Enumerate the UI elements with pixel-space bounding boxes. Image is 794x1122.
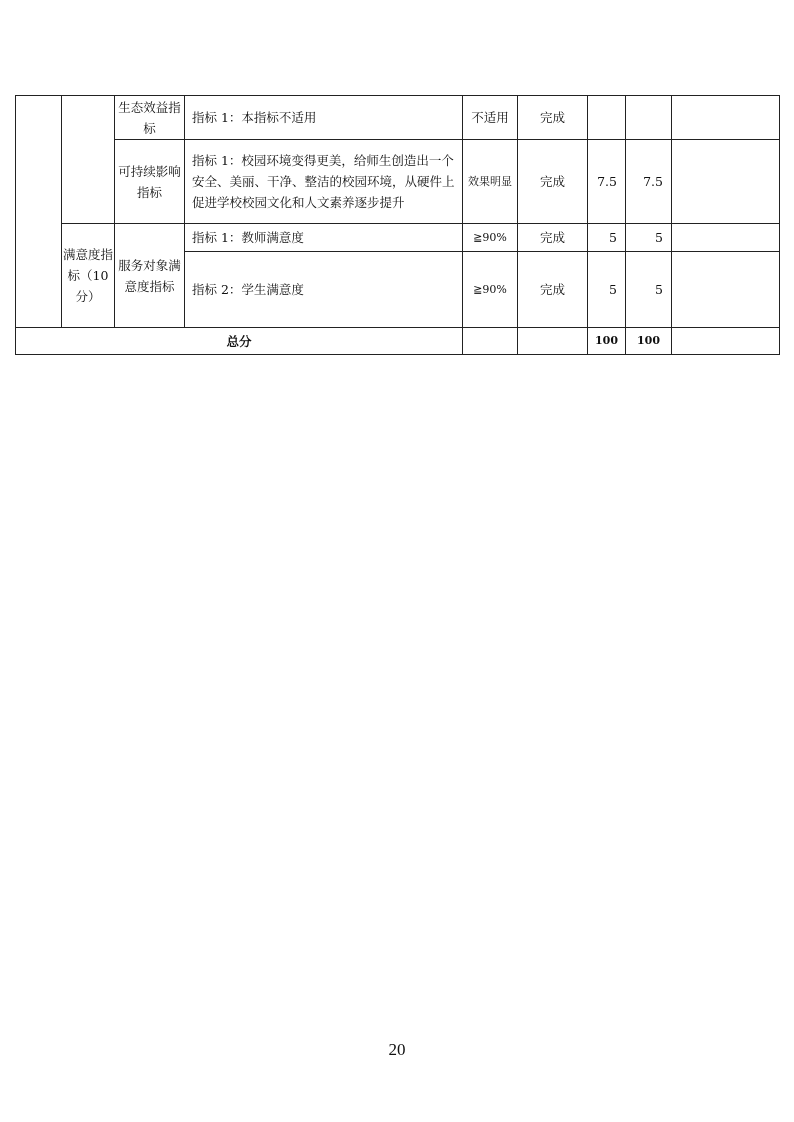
score-cell: 7.5 <box>626 140 672 224</box>
weight-cell: 5 <box>588 224 626 252</box>
actual-cell: 完成 <box>518 96 588 140</box>
remark-cell <box>672 224 780 252</box>
score-cell: 5 <box>626 252 672 328</box>
score-cell: 5 <box>626 224 672 252</box>
subcategory-cell: 服务对象满意度指标 <box>115 224 185 328</box>
actual-cell: 完成 <box>518 224 588 252</box>
actual-cell: 完成 <box>518 252 588 328</box>
total-row <box>16 328 780 355</box>
blank-cell <box>518 328 588 355</box>
remark-cell <box>672 96 780 140</box>
remark-cell <box>672 140 780 224</box>
target-cell: ≧90% <box>463 252 518 328</box>
remark-cell <box>672 328 780 355</box>
indicator-cell: 指标 1：本指标不适用 <box>185 96 463 140</box>
weight-cell: 5 <box>588 252 626 328</box>
table-row <box>16 224 780 252</box>
performance-table <box>15 95 780 355</box>
subcategory-cell: 可持续影响指标 <box>115 140 185 224</box>
remark-cell <box>672 252 780 328</box>
page-number: 20 <box>388 1040 406 1059</box>
indicator-cell: 指标 1：校园环境变得更美，给师生创造出一个安全、美丽、干净、整洁的校园环境，从硬件上促进学校校园文化和人文素养逐步提升 <box>185 140 463 224</box>
weight-cell: 7.5 <box>588 140 626 224</box>
target-cell: 不适用 <box>463 96 518 140</box>
target-cell: 效果明显 <box>463 140 518 224</box>
table-row <box>16 140 780 224</box>
category-cell: 满意度指标（10分） <box>62 224 115 328</box>
target-cell: ≧90% <box>463 224 518 252</box>
indicator-cell: 指标 1：教师满意度 <box>185 224 463 252</box>
blank-category-cell <box>62 96 115 224</box>
table-row <box>16 96 780 140</box>
blank-cell <box>463 328 518 355</box>
actual-cell: 完成 <box>518 140 588 224</box>
subcategory-cell: 生态效益指标 <box>115 96 185 140</box>
total-label: 总分 <box>16 328 463 355</box>
score-cell <box>626 96 672 140</box>
indicator-cell: 指标 2：学生满意度 <box>185 252 463 328</box>
outer-blank-cell <box>16 96 62 328</box>
total-score: 100 <box>626 328 672 355</box>
total-weight: 100 <box>588 328 626 355</box>
weight-cell <box>588 96 626 140</box>
